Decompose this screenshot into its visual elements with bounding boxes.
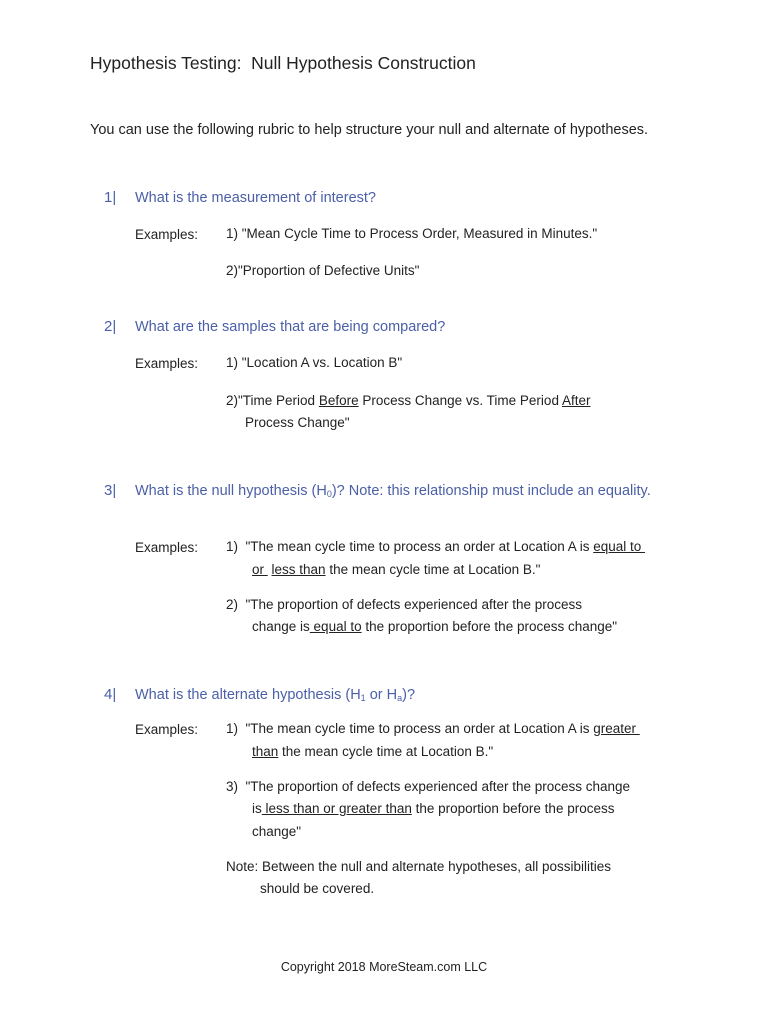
section-3-question — [135, 481, 675, 502]
section-3-example-2-end: the proportion before the process change" — [361, 619, 618, 634]
underlined-than: than — [252, 744, 279, 759]
section-1-examples-label: Examples: — [135, 227, 199, 242]
subscript-1: 1 — [360, 693, 366, 703]
section-2-example-1: 1) "Location A vs. Location B" — [226, 355, 403, 370]
section-4-examples-label: Examples: — [135, 722, 199, 737]
section-1-question: What is the measurement of interest? — [135, 190, 376, 206]
section-4-question-mid: or H — [365, 687, 398, 703]
section-1-example-1: 1) "Mean Cycle Time to Process Order, Measured in Minutes." — [226, 226, 598, 241]
section-4-example-2-mid: the proportion before the process — [411, 801, 615, 816]
section-2-question: What are the samples that are being compared? — [135, 319, 446, 335]
section-4-example-1-end: the mean cycle time at Location B." — [278, 744, 494, 759]
section-4-example-1-text: 1) "The mean cycle time to process an order at Location A is — [226, 721, 594, 736]
section-3-question-text: What is the null hypothesis (H — [135, 483, 327, 499]
section-4-example-2: 3) "The proportion of defects experienced after the process change — [226, 779, 631, 794]
underlined-or: or — [252, 562, 268, 577]
underlined-before: Before — [318, 393, 359, 408]
underlined-after: After — [561, 393, 591, 408]
underlined-less-than: less than — [271, 562, 326, 577]
section-3-examples-label: Examples: — [135, 540, 199, 555]
section-4-example-1-cont — [252, 741, 493, 764]
section-3-example-1-end: the mean cycle time at Location B." — [325, 562, 541, 577]
section-4-example-1 — [226, 718, 640, 741]
section-4-number: 4| — [104, 686, 117, 703]
section-2-examples-label: Examples: — [135, 356, 199, 371]
section-3-example-1 — [226, 536, 645, 559]
section-2-example-2-text: 2)"Time Period — [226, 393, 319, 408]
section-4-example-2-cont-2: change" — [252, 824, 302, 839]
underlined-equal-to-2: equal to — [309, 619, 362, 634]
note-line-2: should be covered. — [260, 881, 375, 896]
footer-copyright: Copyright 2018 MoreSteam.com LLC — [280, 960, 488, 974]
intro-text: You can use the following rubric to help structure your null and alternate of hypotheses. — [90, 122, 649, 138]
section-3-example-1-text: 1) "The mean cycle time to process an order at Location A is — [226, 539, 594, 554]
section-2-example-2 — [226, 390, 590, 413]
subscript-0: 0 — [326, 489, 332, 499]
section-4-example-2-text: is — [252, 801, 262, 816]
subscript-a: a — [397, 693, 403, 703]
section-4-question-text: What is the alternate hypothesis (H — [135, 687, 361, 703]
section-3-example-2-text: change is — [252, 619, 310, 634]
section-3-question-text-end: )? Note: this relationship must include an equality. — [331, 483, 651, 499]
section-1-number: 1| — [104, 189, 117, 206]
underlined-equal-to: equal to — [593, 539, 646, 554]
section-3-example-2: 2) "The proportion of defects experienced after the process — [226, 597, 582, 612]
section-2-example-2-cont: Process Change" — [245, 415, 350, 430]
section-3-example-1-cont — [252, 559, 540, 582]
underlined-less-or-greater: less than or greater than — [261, 801, 412, 816]
section-4-example-2-cont — [252, 798, 614, 821]
note-line-1: Note: Between the null and alternate hypotheses, all possibilities — [226, 859, 611, 874]
underlined-greater: greater — [593, 721, 640, 736]
section-3-number: 3| — [104, 482, 117, 499]
section-1-example-2: 2)"Proportion of Defective Units" — [226, 263, 420, 278]
section-4-question-end: )? — [402, 687, 416, 703]
section-2-example-2-text-mid: Process Change vs. Time Period — [358, 393, 562, 408]
section-2-number: 2| — [104, 318, 117, 335]
section-3-example-2-cont — [252, 616, 617, 639]
page-title: Hypothesis Testing: Null Hypothesis Construction — [90, 53, 476, 73]
section-4-question — [135, 685, 675, 706]
